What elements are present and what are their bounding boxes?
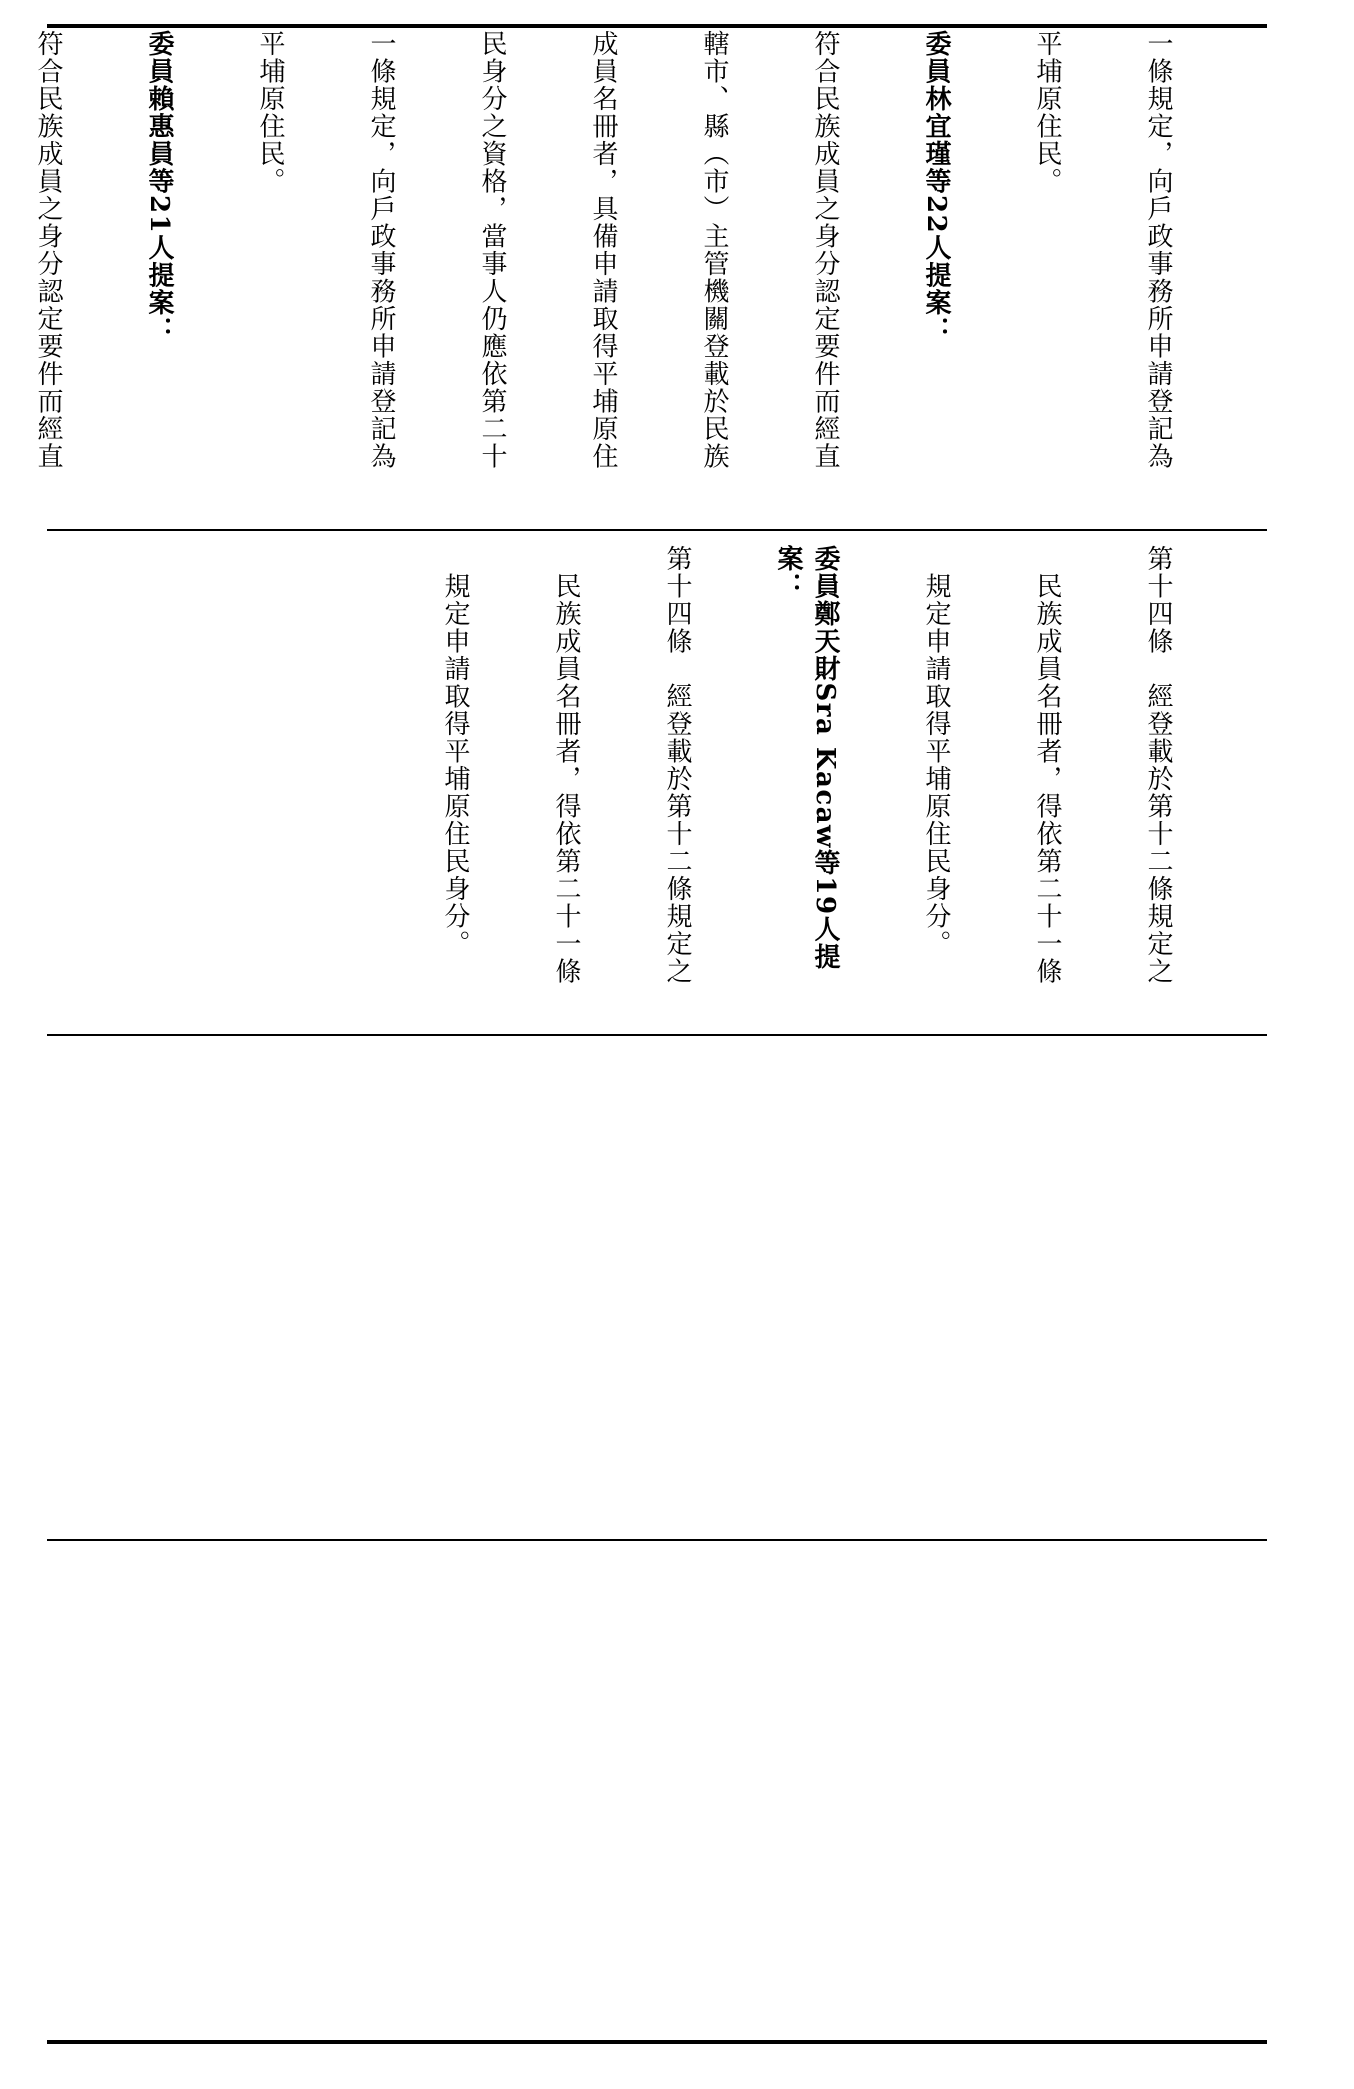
text-line: 一條規定，向戶政事務所申請登記為 (1143, 30, 1173, 470)
table-cell-amendment-proposals (33, 30, 1250, 510)
rule-divider-2 (47, 1034, 1267, 1036)
text-line: 符合民族成員之身分認定要件而經直 (810, 30, 840, 470)
rule-bottom (47, 2040, 1267, 2044)
text-line: 一條規定，向戶政事務所申請登記為 (366, 30, 396, 470)
text-line: 民身分之資格，當事人仍應依第二十 (477, 30, 507, 470)
empty-cell-3 (70, 1050, 1250, 1530)
text-line: 平埔原住民。 (1032, 30, 1062, 195)
text-line: 轄市、縣（市）主管機關登載於民族 (699, 30, 729, 470)
proposal-heading: 委員林宜瑾等22人提案： (921, 30, 951, 345)
text-line: 第十四條 經登載於第十二條規定之 (662, 545, 692, 985)
text-line: 平埔原住民。 (255, 30, 285, 195)
proposal-heading: 委員鄭天財Sra Kacaw等19人提案： (773, 545, 840, 971)
table-cell-current-article (70, 545, 1250, 1025)
rule-divider-1 (47, 529, 1267, 531)
rule-divider-3 (47, 1539, 1267, 1541)
proposal-heading: 委員賴惠員等21人提案： (144, 30, 174, 345)
text-line: 規定申請取得平埔原住民身分。 (921, 545, 951, 958)
text-line: 民族成員名冊者，得依第二十一條 (551, 545, 581, 985)
text-line: 符合民族成員之身分認定要件而經直 (33, 30, 63, 470)
text-line: 民族成員名冊者，得依第二十一條 (1032, 545, 1062, 985)
vertical-text-block (70, 545, 1250, 1025)
text-line: 規定申請取得平埔原住民身分。 (440, 545, 470, 958)
rule-top (47, 24, 1267, 28)
text-line: 第十四條 經登載於第十二條規定之 (1143, 545, 1173, 985)
empty-cell-4 (70, 1555, 1250, 2035)
text-line: 成員名冊者，具備申請取得平埔原住 (588, 30, 618, 470)
vertical-text-block (33, 30, 1250, 510)
